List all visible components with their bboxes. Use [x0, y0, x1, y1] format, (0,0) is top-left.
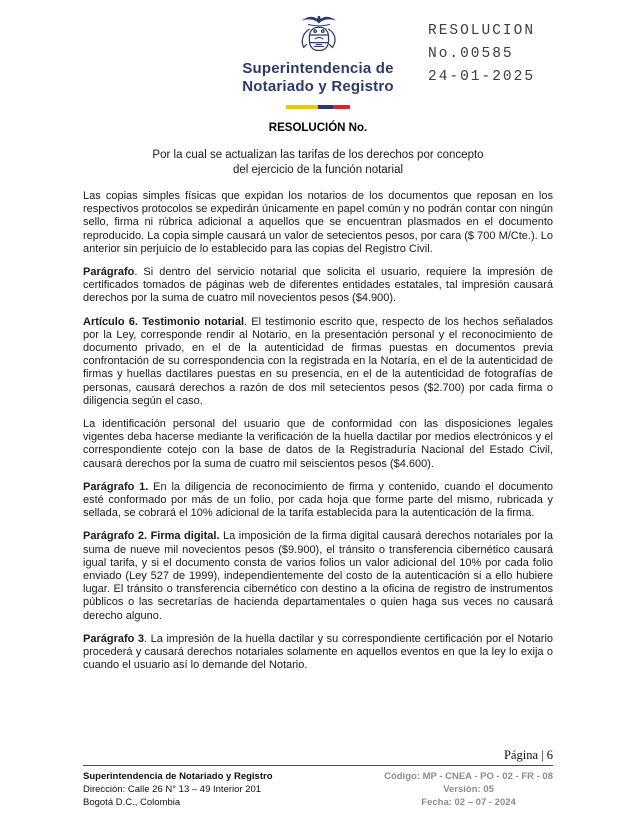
- org-name-line1: Superintendencia de: [242, 60, 394, 77]
- paragraph-lead: Artículo 6. Testimonio notarial: [83, 315, 245, 328]
- paragraph-identificacion: [83, 418, 553, 471]
- footer-date: Fecha: 02 – 07 - 2024: [421, 797, 516, 808]
- paragraph-text: Las copias simples físicas que expidan los notarios de los documentos que reposan en los respectivos protocolos se expedirán únicamente en papel común y no podrán contar con ningún sello, firma ni rúbrica adicional a aquellos que se encuentran plasmados en el documento reproducido. La copia simple causará un valor de setecientos pesos, por cara ($ 700 M/Cte.). Lo anterior sin perjuicio de lo establecido para las copias del Registro Civil.: [83, 190, 553, 255]
- flag-blue-band: [318, 105, 333, 109]
- paragraph-lead: Parágrafo 1.: [83, 480, 149, 493]
- colombia-flag-stripe: [286, 105, 350, 109]
- flag-yellow-band: [286, 105, 318, 109]
- paragraph-articulo-6: [83, 316, 553, 408]
- paragraph-text: . Si dentro del servicio notarial que solicita el usuario, requiere la impresión de certificados tomados de páginas web de diferentes entidades estatales, tal impresión causará derechos por la suma de cuatro mil novecientos pesos ($4.900).: [83, 266, 553, 305]
- page-header: [0, 0, 636, 112]
- document-title: RESOLUCIÓN No.: [268, 122, 368, 134]
- paragraph-paragrafo: [83, 266, 553, 306]
- paragraph-paragrafo-3: [83, 633, 553, 673]
- footer-code: Código: MP - CNEA - PO - 02 - FR - 08: [384, 771, 553, 782]
- paragraph-paragrafo-2-firma-digital: [83, 530, 553, 622]
- paragraph-text: En la diligencia de reconocimiento de firma y contenido, cuando el documento esté conformado por más de un folio, por cada hoja que forme parte del mismo, rubricada y sellada, se cobrará el 10% adicional de la tarifa establecida para la autenticación de la firma.: [83, 480, 553, 520]
- stamp-line-resolucion: RESOLUCION: [428, 23, 536, 39]
- flag-red-band: [333, 105, 350, 109]
- resolution-stamp: [428, 20, 535, 89]
- paragraph-paragrafo-1: [83, 481, 553, 521]
- page-number: Página | 6: [503, 748, 553, 762]
- subtitle-line2: del ejercicio de la función notarial: [232, 164, 404, 176]
- paragraph-text: La imposición de la firma digital causará derechos notariales por la suma de nueve mil novecientos pesos ($9.900), el tránsito o transferencia cibernético causará igual tarifa, y si el documento consta de varios folios un valor adicional del 10% por cada folio enviado (Ley 527 de 1999), independientemente del costo de la autenticación si a ello hubiere lugar. El tránsito o transferencia cibernético con destino a la oficina de registro de instrumentos públicos o las secretarías de hacienda departamentales o quien haga sus veces no causará derecho alguno.: [83, 530, 553, 622]
- paragraph-lead: Parágrafo 2. Firma digital.: [83, 530, 220, 543]
- footer-city: Bogotá D.C., Colombia: [83, 797, 181, 808]
- document-subtitle: [0, 148, 636, 178]
- paragraph-text: . El testimonio escrito que, respecto de los hechos señalados por la Ley, corresponde rendir al Notario, en la presentación personal y el reconocimiento de documento privado, en el de la autenticidad de firmas puestas en documentos previa confrontación de su correspondencia con la registrada en la Notaría, en el de la autenticidad de firmas y huellas dactilares puestas en su presencia, en el de la autenticidad de fotografías de personas, causará derechos a razón de dos mil setecientos pesos ($2.700) por cada firma o diligencia según el caso.: [83, 315, 553, 407]
- paragraph-text: . La impresión de la huella dactilar y su correspondiente certificación por el Notario procederá y causará derechos notariales solamente en aquellos eventos en que la ley lo exija o cuando el usuario así lo demande del Notario.: [83, 632, 553, 672]
- footer-version: Versión: 05: [443, 784, 494, 795]
- stamp-line-number: No.00585: [428, 46, 514, 62]
- org-name-line2: Notariado y Registro: [242, 78, 394, 95]
- footer-meta-block: [384, 770, 553, 809]
- footer-address: Dirección: Calle 26 N° 13 – 49 Interior 201: [83, 784, 262, 795]
- page-footer: [83, 748, 553, 809]
- paragraph-text: La identificación personal del usuario que de conformidad con las disposiciones legales vigentes deba hacerse mediante la verificación de la huella dactilar por medios electrónicos y el correspondiente cotejo con la base de datos de la Registraduría Nacional del Estado Civil, causará derechos por la suma de cuatro mil seiscientos pesos ($4.600).: [83, 418, 553, 470]
- paragraph-copias-simples: [83, 190, 553, 256]
- colombia-coat-of-arms-icon: [295, 12, 341, 58]
- org-logo: [0, 12, 636, 114]
- paragraph-lead: Parágrafo 3: [83, 632, 145, 645]
- stamp-line-date: 24-01-2025: [428, 69, 536, 85]
- paragraph-lead: Parágrafo: [83, 266, 135, 279]
- footer-divider: [83, 765, 553, 766]
- footer-org-name: Superintendencia de Notariado y Registro: [83, 771, 273, 782]
- document-body: [0, 190, 636, 673]
- footer-org-block: [83, 770, 273, 809]
- subtitle-line1: Por la cual se actualizan las tarifas de los derechos por concepto: [152, 149, 484, 161]
